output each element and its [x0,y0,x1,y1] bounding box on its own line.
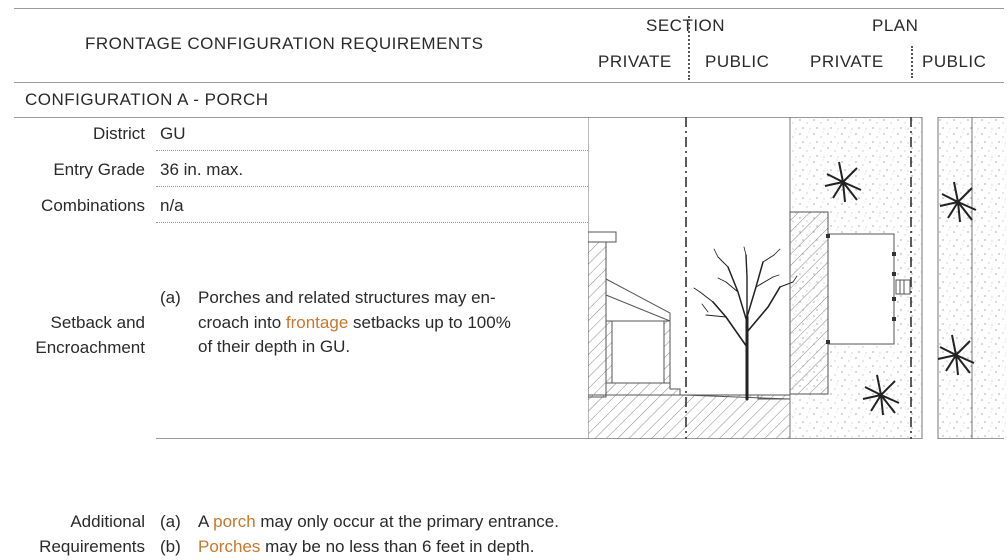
plan-diagram [790,117,1006,439]
section-public-label: PUBLIC [705,52,770,71]
setback-label-line1: Setback and [50,313,145,332]
district-value: GU [160,124,186,143]
row-divider [156,150,588,151]
section-diagram [588,117,797,439]
setback-line1: Porches and related structures may en- [198,288,496,307]
entry-grade-value: 36 in. max. [160,160,244,179]
additional-item-b-post: may be no less than 6 feet in depth. [260,537,535,556]
district-label: District [93,124,145,143]
setback-line2-c: setbacks up to 100% [348,312,511,332]
top-rule [14,8,1004,9]
porches-link[interactable]: Porches [198,537,261,556]
plan-label: PLAN [872,16,919,35]
plan-private-label: PRIVATE [810,52,884,71]
section-divider-line [688,16,690,80]
section-private-label: PRIVATE [598,52,672,71]
additional-item-b [160,534,559,559]
plan-divider-line [911,46,913,78]
porch-illustration [588,117,1006,439]
combinations-value: n/a [160,196,184,215]
setback-label-line2: Encroachment [35,338,145,357]
frontage-link[interactable]: frontage [285,312,349,332]
additional-item-a [160,509,559,534]
row-divider [156,222,588,223]
porch-link[interactable]: porch [213,512,256,531]
additional-label [14,509,145,559]
additional-label-line2: Requirements [39,537,145,556]
row-divider [156,186,588,187]
setback-line2-a: croach into [198,312,286,332]
setback-item-letter: (a) [160,288,181,307]
setback-text [160,286,511,360]
additional-list [160,509,559,559]
setback-line3: of their depth in GU. [198,337,351,356]
additional-item-b-letter: (b) [160,537,181,556]
plan-public-label: PUBLIC [922,52,987,71]
setback-line2 [198,311,511,336]
tree-icon [694,247,797,399]
entry-grade-label: Entry Grade [53,160,145,179]
additional-item-a-letter: (a) [160,512,181,531]
section-label: SECTION [646,16,726,35]
table-title: FRONTAGE CONFIGURATION REQUIREMENTS [85,34,484,53]
additional-label-line1: Additional [70,512,145,531]
additional-item-a-post: may only occur at the primary entrance. [255,512,559,531]
additional-item-a-pre: A [198,512,214,531]
setback-label [14,310,145,360]
combinations-label: Combinations [41,196,145,215]
configuration-title: CONFIGURATION A - PORCH [25,90,269,109]
header-rule [14,82,1004,83]
